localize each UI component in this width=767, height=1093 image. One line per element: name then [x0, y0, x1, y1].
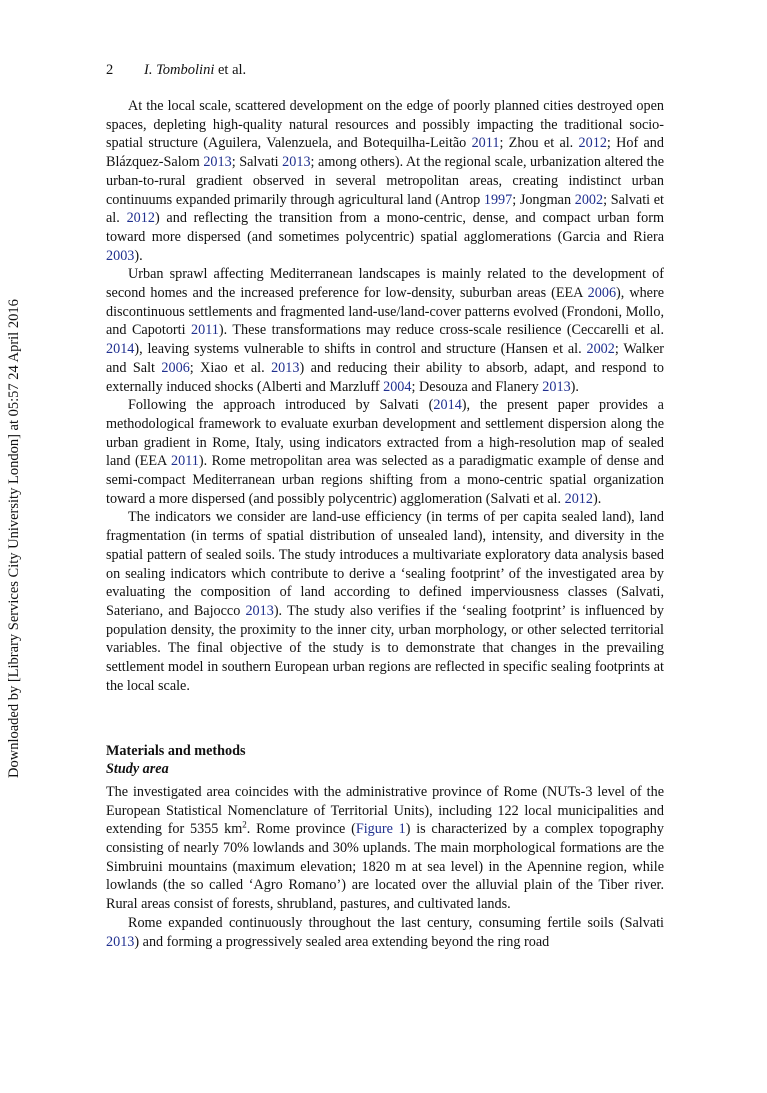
- citation-link[interactable]: 2003: [106, 247, 135, 264]
- paragraph: Urban sprawl affecting Mediterranean landscapes is mainly related to the development of second homes and the increased preference for low-density, suburban areas (EEA 2006), where discontinuous settlements and fragmented land-use/land-cover patterns evolved (Frondoni, Mollo, and Capotorti 2011). These transformations may reduce cross-scale resilience (Ceccarelli et al. 2014), leaving systems vulnerable to shifts in control and structure (Hansen et al. 2002; Walker and Salt 2006; Xiao et al. 2013) and reducing their ability to absorb, adapt, and respond to externally induced shocks (Alberti and Marzluff 2004; Desouza and Flanery 2013).: [106, 266, 664, 395]
- paragraph: At the local scale, scattered development on the edge of poorly planned cities destroyed open spaces, depleting high-quality natural resources and possibly impacting the traditional socio-spatial structure (Aguilera, Valenzuela, and Botequilha-Leitão 2011; Zhou et al. 2012; Hof and Blázquez-Salom 2013; Salvati 2013; among others). At the regional scale, urbanization altered the urban-to-rural gradient observed in several metropolitan areas, creating indistinct urban continuums expanded primarily through agricultural land (Antrop 1997; Jongman 2002; Salvati et al. 2012) and reflecting the transition from a mono-centric, dense, and compact urban form toward more dispersed (and sometimes polycentric) spatial agglomerations (Garcia and Riera 2003).: [106, 98, 664, 264]
- running-head: [106, 61, 246, 79]
- article-body: [106, 97, 664, 951]
- introduction-section: [106, 97, 664, 696]
- section-heading: Materials and methods: [106, 742, 246, 759]
- page-number: 2: [106, 62, 114, 78]
- citation-link[interactable]: 2013: [542, 378, 571, 395]
- citation-link[interactable]: 2013: [203, 154, 232, 171]
- subsection-heading: Study area: [106, 761, 169, 778]
- citation-link[interactable]: 2013: [245, 602, 274, 619]
- citation-link[interactable]: 2013: [282, 154, 311, 171]
- citation-link[interactable]: 2013: [106, 933, 135, 950]
- citation-link[interactable]: 2013: [271, 359, 300, 376]
- running-head-suffix: et al.: [218, 62, 247, 78]
- citation-link[interactable]: 2011: [171, 453, 199, 470]
- citation-link[interactable]: 2002: [586, 341, 615, 358]
- download-watermark-text: Downloaded by [Library Services City University London] at 05:57 24 April 2016: [6, 299, 22, 778]
- citation-link[interactable]: 2014: [433, 397, 462, 414]
- citation-link[interactable]: 2012: [578, 135, 607, 152]
- citation-link[interactable]: 2011: [191, 322, 219, 339]
- study-area-section: [106, 783, 664, 951]
- citation-link[interactable]: 2011: [471, 135, 500, 152]
- citation-link[interactable]: Figure 1: [355, 821, 406, 838]
- citation-link[interactable]: 2012: [564, 490, 593, 507]
- citation-link[interactable]: 2014: [106, 341, 135, 358]
- paragraph: Rome expanded continuously throughout the last century, consuming fertile soils (Salvati 2013) and forming a progressively sealed area extending beyond the ring road: [106, 914, 664, 950]
- citation-link[interactable]: 2012: [126, 210, 155, 227]
- section-spacer: [106, 696, 664, 742]
- superscript: 2: [242, 819, 247, 830]
- citation-link[interactable]: 2002: [574, 191, 604, 208]
- running-head-author: I. Tombolini: [144, 62, 215, 78]
- paragraph: The indicators we consider are land-use efficiency (in terms of per capita sealed land), land fragmentation (in terms of spatial distribution of unsealed land), intensity, and diversity in the spatial pattern of sealed soils. The study introduces a multivariate exploratory data analysis based on sealing indicators which contribute to derive a ‘sealing footprint’ of the investigated area by evaluating the composition of land according to defined imperviousness classes (Salvati, Sateriano, and Bajocco 2013). The study also verifies if the ‘sealing footprint’ is influenced by population density, the proximity to the inner city, urban morphology, or other selected territorial variables. The final objective of the study is to demonstrate that changes in the prevailing settlement model in southern European urban regions are reflected in specific sealing footprints at the local scale.: [106, 509, 665, 694]
- download-watermark: [3, 290, 23, 780]
- paragraph: Following the approach introduced by Salvati (2014), the present paper provides a methodological framework to evaluate exurban development and settlement dispersion along the urban gradient in Rome, Italy, using indicators extracted from a high-resolution map of sealed land (EEA 2011). Rome metropolitan area was selected as a paradigmatic example of dense and semi-compact Mediterranean urban regions shifting from a mono-centric spatial organization toward a more dispersed (and possibly polycentric) agglomeration (Salvati et al. 2012).: [106, 397, 664, 507]
- paragraph: The investigated area coincides with the administrative province of Rome (NUTs-3 level of the European Statistical Nomenclature of Territorial Units), including 122 local municipalities and extending for 5355 $km^2$. Rome province (Figure 1) is characterized by a complex topography consisting of nearly 70% lowlands and 30% uplands. The main morphological formations are the Simbruini mountains (maximum elevation; 1820 m at sea level) in the Apennine region, while lowlands (the so called ‘Agro Romano’) are located over the alluvial plain of the Tiber river. Rural areas consist of forests, shrubland, pastures, and cultivated lands.: [106, 783, 664, 913]
- citation-link[interactable]: 2006: [587, 285, 617, 302]
- citation-link[interactable]: 2006: [161, 359, 190, 376]
- citation-link[interactable]: 2004: [383, 378, 412, 395]
- citation-link[interactable]: 1997: [483, 191, 513, 208]
